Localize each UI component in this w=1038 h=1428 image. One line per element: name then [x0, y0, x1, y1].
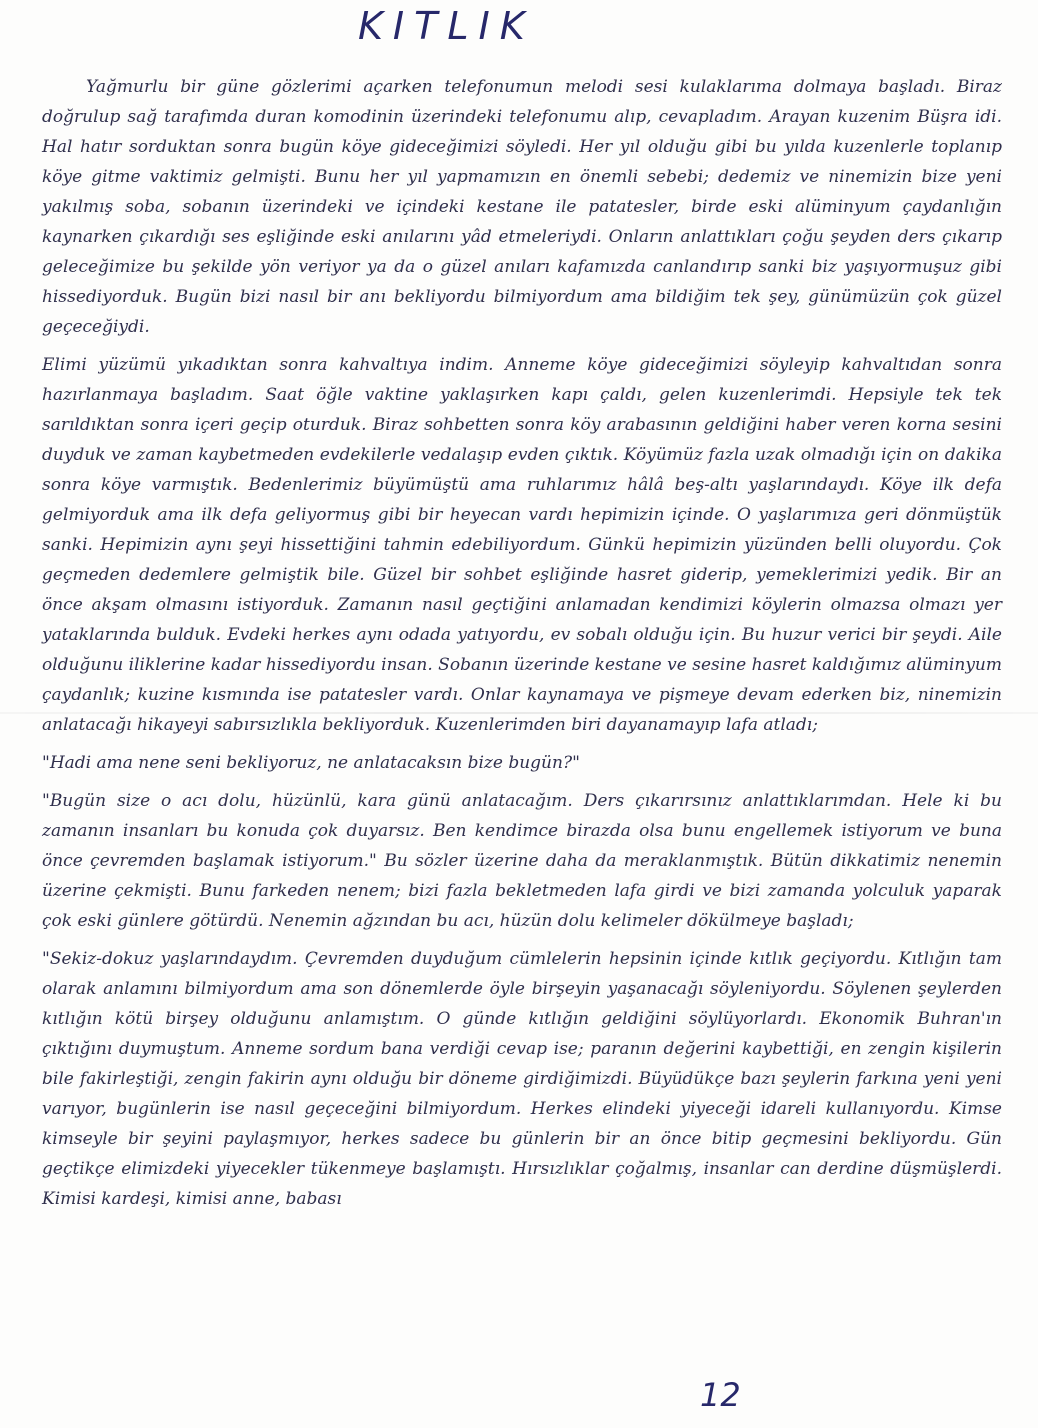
paragraph-3: "Hadi ama nene seni bekliyoruz, ne anlatacaksın bize bugün?" — [42, 753, 580, 773]
essay-body — [42, 72, 1002, 1222]
paragraph-4: "Bugün size o acı dolu, hüzünlü, kara günü anlatacağım. Ders çıkarırsınız anlattıklarımdan. Hele ki bu zamanın insanları bu konuda çok duyarsız. Ben kendimce birazda olsa bunu engellemek istiyorum ve buna önce çevremden başlamak istiyorum." Bu sözler üzerine daha da meraklanmıştık. Bütün dikkatimiz nenemin üzerine çekmişti. Bunu farkeden nenem; bizi fazla bekletmeden lafa girdi ve bizi zamanda yolculuk yaparak çok eski günlere götürdü. Nenemin ağzından bu acı, hüzün dolu kelimeler dökülmeye başladı; — [42, 791, 1002, 931]
paragraph-5: "Sekiz-dokuz yaşlarındaydım. Çevremden duyduğum cümlelerin hepsinin içinde kıtlık geçiyordu. Kıtlığın tam olarak anlamını bilmiyordum ama son dönemlerde öyle birşeyin yaşanacağı söyleniyordu. Söylenen şeylerden kıtlığın kötü birşey olduğunu anlamıştım. O günde kıtlığın geldiğini söylüyorlardı. Ekonomik Buhran'ın çıktığını duymuştum. Anneme sordum bana verdiği cevap ise; paranın değerini kaybettiği, en zengin kişilerin bile fakirleştiği, zengin fakirin aynı olduğu bir döneme girdiğimizdi. Büyüdükçe bazı şeylerin farkına yeni yeni varıyor, bugünlerin ise nasıl geçeceğini bilmiyordum. Herkes elindeki yiyeceği idareli kullanıyordu. Kimse kimseyle bir şeyini paylaşmıyor, herkes sadece bu günlerin bir an önce bitip geçmesini bekliyordu. Gün geçtikçe elimizdeki yiyecekler tükenmeye başlamıştı. Hırsızlıklar çoğalmış, insanlar can derdine düşmüşlerdi. Kimisi kardeşi, kimisi anne, babası — [42, 949, 1002, 1209]
paragraph-1: Yağmurlu bir güne gözlerimi açarken telefonumun melodi sesi kulaklarıma dolmaya başladı. Biraz doğrulup sağ tarafımda duran komodinin üzerindeki telefonumu alıp, cevapladım. Arayan kuzenim Büşra idi. Hal hatır sorduktan sonra bugün köye gideceğimizi söyledi. Her yıl olduğu gibi bu yılda kuzenlerle toplanıp köye gitme vaktimiz gelmişti. Bunu her yıl yapmamızın en önemli sebebi; dedemiz ve ninemizin bize yeni yakılmış soba, sobanın üzerindeki ve içindeki kestane ile patatesler, birde eski alüminyum çaydanlığın kaynarken çıkardığı ses eşliğinde eski anılarını yâd etmeleriydi. Onların anlattıkları çoğu şeyden ders çıkarıp geleceğimize bu şekilde yön veriyor ya da o güzel anıları kafamızda canlandırıp sanki biz yaşıyormuşuz gibi hissediyorduk. Bugün bizi nasıl bir anı bekliyordu bilmiyordum ama bildiğim tek şey, günümüzün çok güzel geçeceğiydi. — [42, 77, 1002, 337]
paragraph-2: Elimi yüzümü yıkadıktan sonra kahvaltıya indim. Anneme köye gideceğimizi söyleyip kahvaltıdan sonra hazırlanmaya başladım. Saat öğle vaktine yaklaşırken kapı çaldı, gelen kuzenlerimdi. Hepsiyle tek tek sarıldıktan sonra içeri geçip oturduk. Biraz sohbetten sonra köy arabasının geldiğini haber veren korna sesini duyduk ve zaman kaybetmeden evdekilerle vedalaşıp evden çıktık. Köyümüz fazla uzak olmadığı için on dakika sonra köye varmıştık. Bedenlerimiz büyümüştü ama ruhlarımız hâlâ beş-altı yaşlarındaydı. Köye ilk defa gelmiyorduk ama ilk defa geliyormuş gibi bir heyecan vardı hepimizin içinde. O yaşlarımıza geri dönmüştük sanki. Hepimizin aynı şeyi hissettiğini tahmin edebiliyordum. Günkü hepimizin yüzünden belli oluyordu. Çok geçmeden dedemlere gelmiştik bile. Güzel bir sohbet eşliğinde hasret giderip, yemeklerimizi yedik. Bir an önce akşam olmasını istiyorduk. Zamanın nasıl geçtiğini anlamadan kendimizi köylerin olmazsa olmazı yer yataklarında bulduk. Evdeki herkes aynı odada yatıyordu, ev sobalı olduğu için. Bu huzur verici bir şeydi. Aile olduğunu iliklerine kadar hissediyordu insan. Sobanın üzerinde kestane ve sesine hasret kaldığımız alüminyum çaydanlık; kuzine kısmında ise patatesler vardı. Onlar kaynamaya ve pişmeye devam ederken biz, ninemizin anlatacağı hikayeyi sabırsızlıkla bekliyorduk. Kuzenlerimden biri dayanamayıp lafa atladı; — [42, 355, 1002, 735]
page-title: KITLIK — [358, 4, 535, 48]
page-number: 12 — [700, 1376, 741, 1414]
